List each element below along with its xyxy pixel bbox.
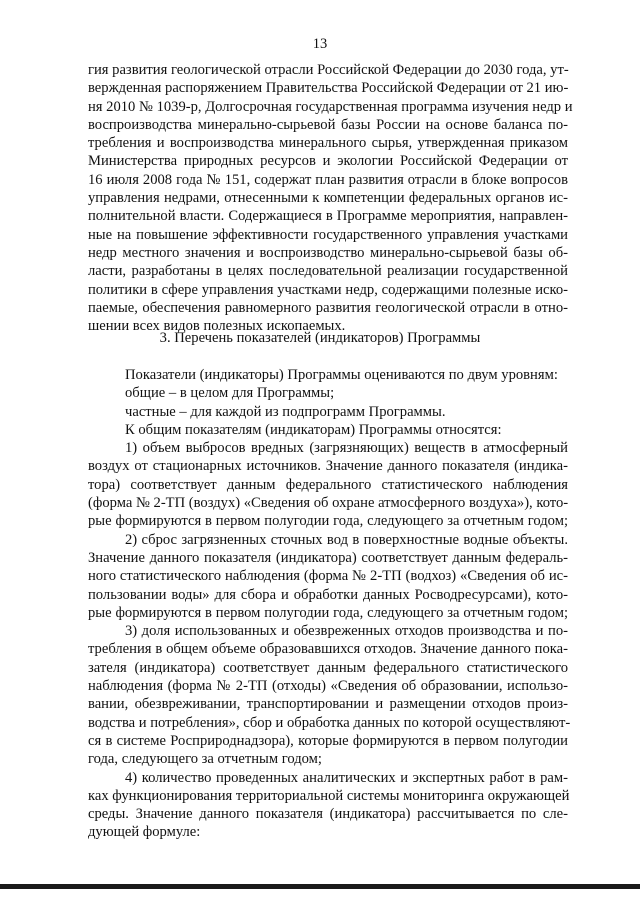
text-line: политики в сфере управления участками недр, содержащими полезные иско- <box>88 281 568 298</box>
text-line: (форма № 2-ТП (воздух) «Сведения об охране атмосферного воздуха»), кото- <box>88 495 569 512</box>
text-line: ного статистического наблюдения (форма № 2-ТП (водхоз) «Сведения об ис- <box>88 568 568 585</box>
text-line: зателя (индикатора) соответствует данным федерального статистического <box>88 659 568 676</box>
text-line: ках функционирования территориальной системы мониторинга окружающей <box>88 787 570 804</box>
text-line: требления и воспроизводства минерального сырья, утвержденная приказом <box>88 135 568 152</box>
text-line: полнительной власти. Содержащиеся в Программе мероприятия, направлен- <box>88 208 568 225</box>
text-line: воздух от стационарных источников. Значение данного показателя (индика- <box>88 458 568 475</box>
text-line: частные – для каждой из подпрограмм Программы. <box>125 403 446 420</box>
text-line: 3) доля использованных и обезвреженных отходов производства и по- <box>125 623 568 640</box>
text-line: наблюдения (форма № 2-ТП (отходы) «Сведения об образовании, использо- <box>88 678 568 695</box>
text-line: управления недрами, отнесенными к компетенции федеральных органов ис- <box>88 190 568 207</box>
section-heading: 3. Перечень показателей (индикаторов) Программы <box>159 330 481 346</box>
text-line: К общим показателям (индикаторам) Программы относятся: <box>125 421 502 438</box>
text-line: пользовании воды» для сбора и обработки данных Росводресурсами), кото- <box>88 586 568 603</box>
text-line: 4) количество проведенных аналитических и экспертных работ в рам- <box>125 769 568 786</box>
text-line: тора) соответствует данным федерального статистического наблюдения <box>88 476 568 493</box>
bottom-scan-border <box>0 884 640 889</box>
text-line: ня 2010 № 1039-р, Долгосрочная государственная программа изучения недр и <box>88 98 573 115</box>
text-line: вании, обезвреживании, транспортировании и размещении отходов произ- <box>88 696 568 713</box>
text-line: 16 июля 2008 года № 151, содержат план развития отрасли в блоке вопросов <box>88 171 568 188</box>
text-line: требления в общем объеме образовавшихся отходов. Значение данного пока- <box>88 641 568 658</box>
text-line: дующей формуле: <box>88 824 201 841</box>
indicators-paragraph <box>88 366 571 842</box>
text-line: рые формируются в первом полугодии года, следующего за отчетным годом; <box>88 513 568 530</box>
text-line: паемые, обеспечения равномерного развития геологической отрасли в отно- <box>88 299 568 316</box>
text-line: воспроизводства минерально-сырьевой базы России на основе баланса по- <box>88 116 568 133</box>
text-line: недр местного значения и воспроизводство минерально-сырьевой базы об- <box>88 244 568 261</box>
text-line: Показатели (индикаторы) Программы оцениваются по двум уровням: <box>125 367 558 383</box>
text-line: ся в системе Росприроднадзора), которые формируются в первом полугодии <box>88 732 568 749</box>
page-number: 13 <box>312 36 328 52</box>
text-line: Значение данного показателя (индикатора) соответствует данным федераль- <box>88 549 568 566</box>
text-line: Министерства природных ресурсов и экологии Российской Федерации от <box>88 153 568 170</box>
text-line: 2) сброс загрязненных сточных вод в поверхностные водные объекты. <box>125 531 568 548</box>
text-line: шении всех видов полезных ископаемых. <box>88 318 346 335</box>
text-line: гия развития геологической отрасли Российской Федерации до 2030 года, ут- <box>88 62 569 78</box>
text-line: вержденная распоряжением Правительства Российской Федерации от 21 ию- <box>88 80 569 97</box>
text-line: рые формируются в первом полугодии года, следующего за отчетным годом; <box>88 604 568 621</box>
text-line: водства и потребления», сбор и обработка данных по которой осуществляют- <box>88 714 571 731</box>
intro-paragraph <box>88 61 573 335</box>
text-line: общие – в целом для Программы; <box>125 385 335 402</box>
text-line: ласти, разработаны в целях последовательной реализации государственной <box>88 263 568 280</box>
text-line: среды. Значение данного показателя (индикатора) рассчитывается по сле- <box>88 806 568 823</box>
text-line: ные на повышение эффективности государственного управления участками <box>88 226 568 243</box>
text-line: года, следующего за отчетным годом; <box>88 751 322 768</box>
text-line: 1) объем выбросов вредных (загрязняющих) веществ в атмосферный <box>125 440 568 457</box>
